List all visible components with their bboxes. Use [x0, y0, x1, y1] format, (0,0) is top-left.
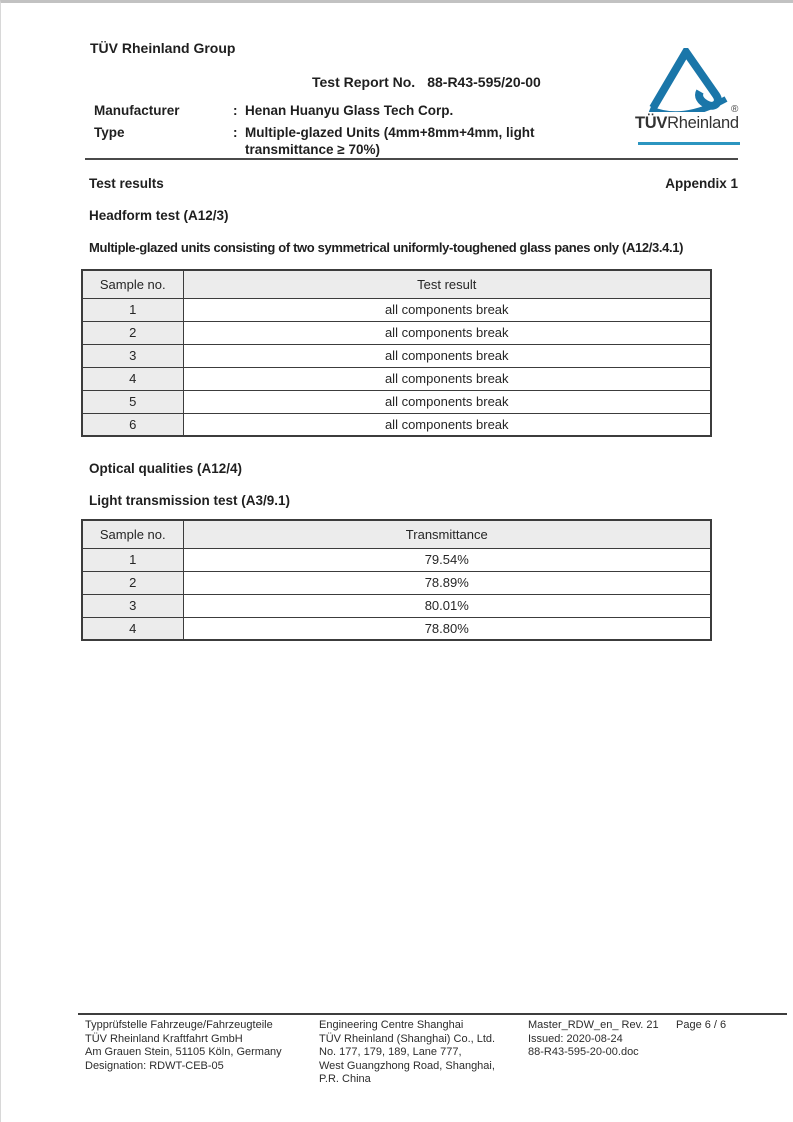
table-header-row [82, 520, 711, 548]
brand-regular: Rheinland [667, 114, 739, 132]
sample-number: 1 [82, 298, 183, 321]
table-row [82, 298, 711, 321]
logo-underline [638, 142, 740, 145]
sample-number: 4 [82, 367, 183, 390]
type-value: Multiple-glazed Units (4mm+8mm+4mm, light transmittance ≥ 70%) [245, 125, 535, 157]
footer-master-info [528, 1019, 659, 1060]
column-header-result: Test result [183, 270, 711, 298]
test-results-row [89, 176, 738, 191]
sample-number: 4 [82, 617, 183, 640]
test-results-heading: Test results [89, 176, 164, 191]
tuv-rheinland-logo [629, 47, 747, 147]
manufacturer-value: Henan Huanyu Glass Tech Corp. [245, 103, 454, 118]
manufacturer-separator: : [233, 103, 238, 118]
table-row [82, 390, 711, 413]
report-number-line [312, 74, 541, 90]
table-row [82, 617, 711, 640]
optical-qualities-heading: Optical qualities (A12/4) [89, 461, 243, 476]
group-title: TÜV Rheinland Group [90, 40, 236, 56]
headform-results-table [81, 269, 712, 437]
tuv-triangle-icon [645, 48, 733, 112]
test-result-value: all components break [183, 367, 711, 390]
table-row [82, 367, 711, 390]
sample-number: 1 [82, 548, 183, 571]
footer-lab-address [85, 1019, 282, 1073]
footer-line: No. 177, 179, 189, Lane 777, [319, 1046, 462, 1058]
footer-line: P.R. China [319, 1073, 371, 1085]
sample-number: 2 [82, 321, 183, 344]
registered-trademark-icon: ® [731, 104, 739, 115]
sample-number: 2 [82, 571, 183, 594]
footer-centre-address [319, 1019, 495, 1087]
test-result-value: all components break [183, 344, 711, 367]
footer-line: Am Grauen Stein, 51105 Köln, Germany [85, 1046, 282, 1058]
column-header-transmittance: Transmittance [183, 520, 711, 548]
sample-number: 3 [82, 594, 183, 617]
headform-test-subtitle: Multiple-glazed units consisting of two symmetrical uniformly-toughened glass panes only (A12/3.4.1) [89, 240, 684, 255]
footer-line: Engineering Centre Shanghai [319, 1019, 464, 1031]
type-separator: : [233, 125, 238, 140]
table-row [82, 548, 711, 571]
footer-line: West Guangzhong Road, Shanghai, [319, 1059, 495, 1072]
appendix-label: Appendix 1 [665, 176, 738, 191]
footer-line: Designation: RDWT-CEB-05 [85, 1059, 224, 1072]
test-result-value: all components break [183, 321, 711, 344]
transmittance-value: 80.01% [183, 594, 711, 617]
table-row [82, 594, 711, 617]
brand-bold: TÜV [635, 114, 668, 132]
table-row [82, 321, 711, 344]
table-row [82, 571, 711, 594]
footer-line: Master_RDW_en_ Rev. 21 [528, 1019, 659, 1031]
column-header-sample: Sample no. [82, 270, 183, 298]
test-result-value: all components break [183, 390, 711, 413]
transmittance-value: 79.54% [183, 548, 711, 571]
footer-line: 88-R43-595-20-00.doc [528, 1046, 639, 1058]
table-row [82, 344, 711, 367]
footer-line: TÜV Rheinland Kraftfahrt GmbH [85, 1032, 243, 1045]
sample-number: 6 [82, 413, 183, 436]
footer-line: Typprüfstelle Fahrzeuge/Fahrzeugteile [85, 1019, 273, 1031]
footer-page-number [676, 1019, 726, 1033]
transmittance-value: 78.80% [183, 617, 711, 640]
table-row [82, 413, 711, 436]
test-result-value: all components break [183, 298, 711, 321]
type-label: Type [94, 125, 125, 140]
report-number-value: 88-R43-595/20-00 [427, 74, 541, 90]
header-divider [85, 158, 738, 160]
transmittance-value: 78.89% [183, 571, 711, 594]
test-result-value: all components break [183, 413, 711, 436]
footer-divider [78, 1013, 787, 1015]
sample-number: 5 [82, 390, 183, 413]
page-number: Page 6 / 6 [676, 1019, 727, 1031]
report-number-label: Test Report No. [312, 74, 416, 90]
tuv-brand-text [635, 114, 739, 133]
transmittance-results-table [81, 519, 712, 641]
footer-line: TÜV Rheinland (Shanghai) Co., Ltd. [319, 1032, 496, 1045]
footer-line: Issued: 2020-08-24 [528, 1032, 623, 1045]
table-header-row [82, 270, 711, 298]
light-transmission-heading: Light transmission test (A3/9.1) [89, 493, 291, 508]
manufacturer-label: Manufacturer [94, 103, 180, 118]
sample-number: 3 [82, 344, 183, 367]
column-header-sample: Sample no. [82, 520, 183, 548]
headform-test-heading: Headform test (A12/3) [89, 208, 229, 223]
